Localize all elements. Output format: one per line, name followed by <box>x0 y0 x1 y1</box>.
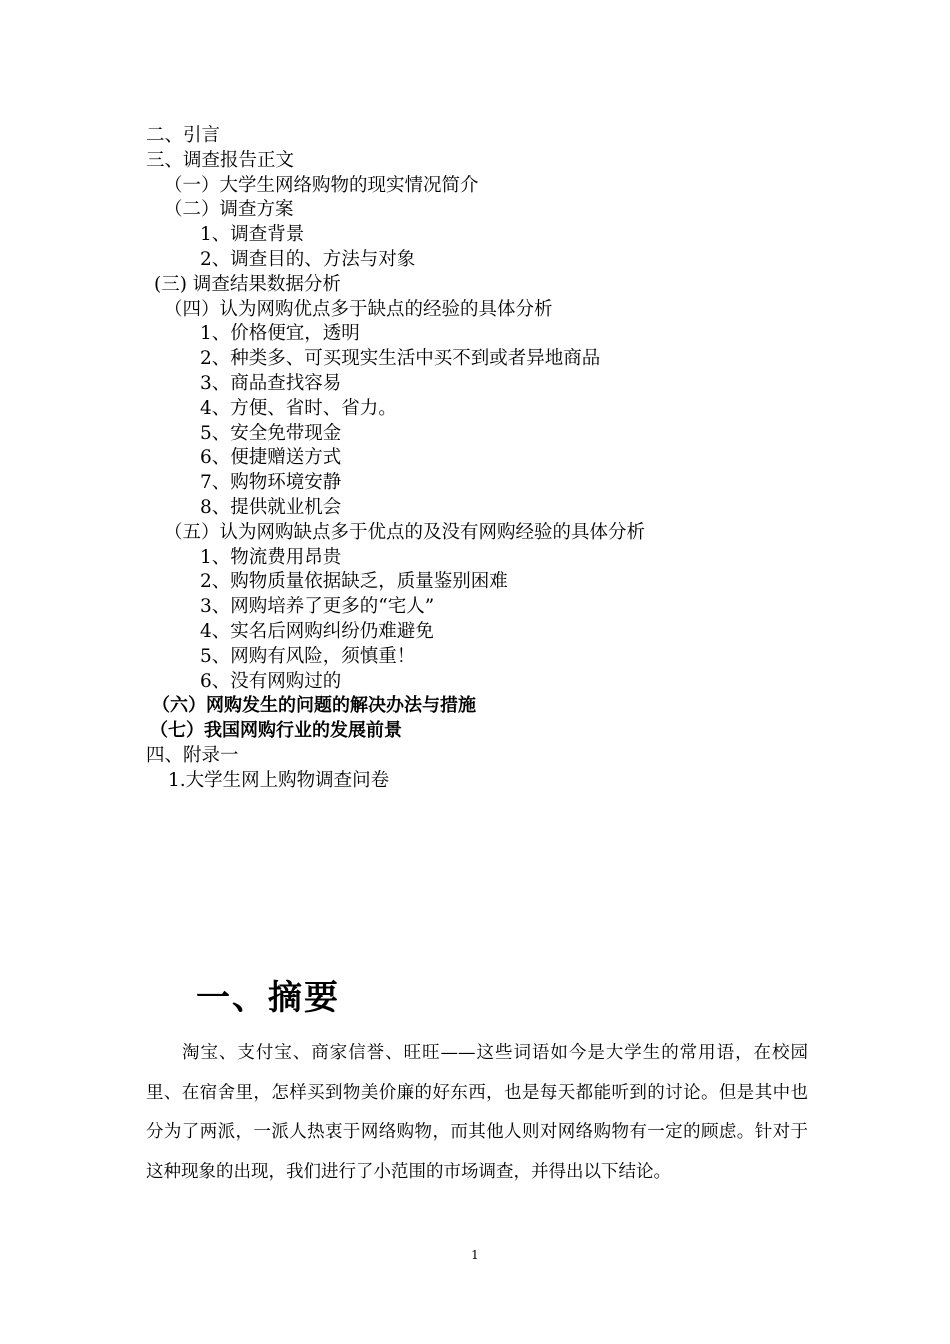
toc-item: 3、网购培养了更多的“宅人” <box>200 596 435 618</box>
toc-item: 1、调查背景 <box>200 224 305 246</box>
toc-item: 三、调查报告正文 <box>146 149 295 171</box>
toc-item: （六）网购发生的问题的解决办法与措施 <box>152 695 476 717</box>
page-number: 1 <box>471 1248 479 1262</box>
toc-item: 3、商品查找容易 <box>200 372 342 394</box>
toc-item: 8、提供就业机会 <box>200 496 342 518</box>
toc-item: （一）大学生网络购物的现实情况简介 <box>164 174 479 196</box>
toc-item: 2、调查目的、方法与对象 <box>200 248 416 270</box>
toc-item: 4、方便、省时、省力。 <box>200 397 397 419</box>
toc-item: 7、购物环境安静 <box>200 472 342 494</box>
toc-item: （二）调查方案 <box>164 199 294 221</box>
toc-item: （四）认为网购优点多于缺点的经验的具体分析 <box>164 298 553 320</box>
toc-item: 二、引言 <box>146 125 221 146</box>
toc-item: 四、附录一 <box>146 744 239 766</box>
toc-item: 1、价格便宜，透明 <box>200 323 360 345</box>
toc-item: (三) 调查结果数据分析 <box>154 273 341 295</box>
toc-item: 5、网购有风险，须慎重！ <box>200 645 416 667</box>
toc-item: 4、实名后网购纠纷仍难避免 <box>200 620 434 642</box>
toc-item: 6、没有网购过的 <box>200 670 342 692</box>
toc-item: 1、物流费用昂贵 <box>200 546 342 568</box>
table-of-contents <box>146 124 846 794</box>
toc-item: 5、安全免带现金 <box>200 422 342 444</box>
toc-item: （七）我国网购行业的发展前景 <box>150 720 402 742</box>
toc-item: 2、种类多、可买现实生活中买不到或者异地商品 <box>200 348 601 370</box>
toc-item: （五）认为网购缺点多于优点的及没有网购经验的具体分析 <box>164 521 646 543</box>
section-heading: 一、摘要 <box>196 978 340 1018</box>
abstract-paragraph: 淘宝、支付宝、商家信誉、旺旺——这些词语如今是大学生的常用语，在校园里、在宿舍里，怎样买到物美价廉的好东西，也是每天都能听到的讨论。但是其中也分为了两派，一派人热衷于网络购物，而其他人则对网络购物有一定的顾虑。针对于这种现象的出现，我们进行了小范围的市场调查，并得出以下结论。 <box>146 1043 808 1182</box>
toc-item: 2、购物质量依据缺乏，质量鉴别困难 <box>200 571 508 593</box>
toc-item: 1.大学生网上购物调查问卷 <box>168 769 390 791</box>
toc-item: 6、便捷赠送方式 <box>200 447 342 469</box>
